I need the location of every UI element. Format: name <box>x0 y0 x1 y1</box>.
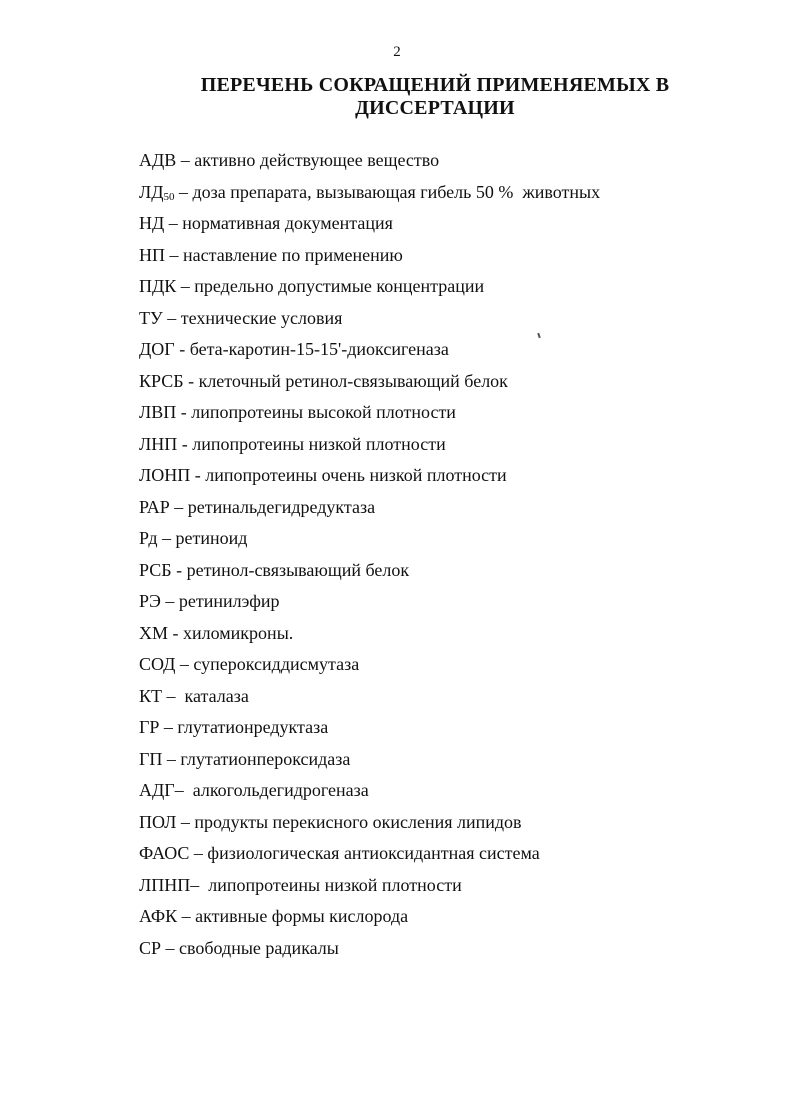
abbreviation-term <box>139 591 161 611</box>
abbreviation-separator: – <box>160 591 179 611</box>
list-item <box>139 840 749 872</box>
abbreviation-definition: супероксиддисмутаза <box>193 654 360 674</box>
abbreviation-term <box>139 938 161 958</box>
abbreviation-definition: глутатионредуктаза <box>177 717 329 737</box>
abbreviation-definition: хиломикроны. <box>183 622 294 643</box>
abbreviation-separator: – <box>162 685 185 706</box>
abbreviation-definition: ретиноид <box>175 528 248 548</box>
abbreviation-term <box>139 528 157 548</box>
abbreviation-term <box>139 812 176 832</box>
list-item <box>139 620 749 652</box>
abbreviation-definition: липопротеины низкой плотности <box>208 874 462 895</box>
abbreviation-term <box>139 276 176 296</box>
list-item <box>139 903 749 935</box>
abbreviation-separator: – <box>176 276 195 296</box>
abbreviation-subscript: 50 <box>163 190 175 203</box>
abbreviation-separator: - <box>171 559 187 580</box>
abbreviation-separator: – <box>190 874 209 895</box>
list-item <box>139 872 749 904</box>
abbreviation-definition: клеточный ретинол-связывающий белок <box>198 370 508 391</box>
abbreviation-separator: – <box>161 937 180 958</box>
abbreviation-term-text: ЛОНП <box>139 465 191 485</box>
abbreviation-term <box>139 749 162 769</box>
abbreviation-definition: ретинальдегидредуктаза <box>187 496 376 517</box>
abbreviation-separator: – <box>169 496 188 517</box>
abbreviation-separator: – <box>165 244 183 265</box>
abbreviation-separator: – <box>164 213 183 233</box>
list-item <box>139 179 749 211</box>
abbreviation-term-text: ЛНП <box>139 433 178 454</box>
abbreviation-separator: – <box>174 181 193 202</box>
list-item <box>139 242 749 274</box>
list-item <box>139 714 749 746</box>
list-item <box>139 336 749 368</box>
abbreviation-separator: - <box>183 370 199 391</box>
abbreviation-separator: - <box>177 433 193 454</box>
abbreviation-term-text: Рд <box>139 528 158 548</box>
abbreviation-term <box>139 213 164 233</box>
list-item <box>139 399 749 431</box>
abbreviation-term-text: ГП <box>139 748 163 769</box>
list-item <box>139 746 749 778</box>
abbreviation-term <box>139 686 162 706</box>
abbreviation-term <box>139 308 163 328</box>
abbreviation-separator: - <box>168 622 184 643</box>
abbreviation-definition: наставление по применению <box>183 244 403 265</box>
list-item <box>139 651 749 683</box>
abbreviation-term <box>139 465 190 485</box>
abbreviation-term-text: КРСБ <box>139 370 184 391</box>
abbreviation-term <box>139 497 170 517</box>
abbreviation-definition: алкогольдегидрогеназа <box>192 780 369 800</box>
abbreviation-definition: свободные радикалы <box>179 937 339 958</box>
abbreviation-term-text: ЛПНП <box>139 874 191 895</box>
abbreviation-term <box>139 339 175 359</box>
abbreviation-term-text: РСБ <box>139 559 172 580</box>
abbreviation-definition: ретинилэфир <box>178 591 280 611</box>
list-item <box>139 935 749 967</box>
abbreviation-separator: – <box>162 748 181 769</box>
abbreviation-separator: – <box>176 811 195 832</box>
abbreviation-definition: продукты перекисного окисления липидов <box>194 811 522 832</box>
abbreviation-term <box>139 434 177 454</box>
list-item <box>139 462 749 494</box>
page-title <box>150 74 720 120</box>
abbreviation-separator: – <box>174 780 193 800</box>
abbreviation-term <box>139 875 190 895</box>
abbreviation-definition: липопротеины высокой плотности <box>191 402 456 422</box>
abbreviation-term-text: ФАОС <box>139 843 190 863</box>
abbreviation-term <box>139 623 168 643</box>
abbreviation-term <box>139 402 176 422</box>
list-item <box>139 431 749 463</box>
list-item <box>139 588 749 620</box>
abbreviation-term <box>139 182 175 202</box>
abbreviation-term <box>139 717 159 737</box>
abbreviation-term <box>139 560 172 580</box>
abbreviation-term-text: СР <box>139 937 162 958</box>
abbreviation-separator: - <box>176 402 192 422</box>
abbreviation-definition: предельно допустимые концентрации <box>194 276 485 296</box>
abbreviation-term-text: ХМ <box>139 622 169 643</box>
list-item <box>139 494 749 526</box>
abbreviation-separator: - <box>190 465 206 485</box>
abbreviation-definition: глутатионпероксидаза <box>180 748 351 769</box>
abbreviation-definition: доза препарата, вызывающая гибель 50 % животных <box>192 181 601 202</box>
list-item <box>139 777 749 809</box>
abbreviation-separator: – <box>175 654 194 674</box>
page-number: 2 <box>393 44 401 60</box>
abbreviation-definition: липопротеины очень низкой плотности <box>205 465 507 485</box>
list-item <box>139 525 749 557</box>
title-line-2: ДИССЕРТАЦИИ <box>355 97 515 119</box>
list-item <box>139 683 749 715</box>
abbreviation-separator: – <box>157 528 176 548</box>
abbreviation-term <box>139 906 177 926</box>
list-item <box>139 305 749 337</box>
abbreviation-term-text: ДОГ <box>139 339 175 359</box>
abbreviation-term-text: СОД <box>139 654 176 674</box>
list-item <box>139 557 749 589</box>
abbreviation-definition: технические условия <box>180 307 343 328</box>
abbreviation-term-text: НД <box>139 213 165 233</box>
abbreviation-term-text: РЭ <box>139 591 161 611</box>
abbreviation-term-text: ГР <box>139 717 160 737</box>
list-item <box>139 210 749 242</box>
list-item <box>139 809 749 841</box>
abbreviation-term <box>139 654 175 674</box>
abbreviation-term <box>139 150 176 170</box>
list-item <box>139 368 749 400</box>
abbreviation-separator: - <box>174 339 190 359</box>
abbreviation-list <box>139 147 749 966</box>
abbreviation-separator: – <box>189 843 208 863</box>
abbreviation-term <box>139 245 165 265</box>
abbreviation-definition: физиологическая антиоксидантная система <box>207 843 540 863</box>
abbreviation-term-text: ЛВП <box>139 402 177 422</box>
abbreviation-term-text: ПОЛ <box>139 811 177 832</box>
abbreviation-separator: – <box>162 307 181 328</box>
abbreviation-term <box>139 843 189 863</box>
abbreviation-term-text: РАР <box>139 496 170 517</box>
abbreviation-term-text: НП <box>139 244 165 265</box>
abbreviation-definition: липопротеины низкой плотности <box>192 433 446 454</box>
abbreviation-definition: бета-каротин-15-15'-диоксигеназа <box>189 339 449 359</box>
abbreviation-term-text: АДВ <box>139 150 177 170</box>
abbreviation-definition: активные формы кислорода <box>195 906 409 926</box>
title-line-1: ПЕРЕЧЕНЬ СОКРАЩЕНИЙ ПРИМЕНЯЕМЫХ В <box>200 74 670 96</box>
abbreviation-definition: активно действующее вещество <box>194 150 440 170</box>
abbreviation-term-text: ПДК <box>139 276 177 296</box>
abbreviation-term-text: ЛД <box>139 181 164 202</box>
abbreviation-term <box>139 371 184 391</box>
abbreviation-term-text: ТУ <box>139 307 163 328</box>
list-item <box>139 147 749 179</box>
abbreviation-term-text: КТ <box>139 685 163 706</box>
abbreviation-definition: нормативная документация <box>182 213 393 233</box>
abbreviation-term-text: АФК <box>139 906 178 926</box>
abbreviation-separator: – <box>177 906 196 926</box>
abbreviation-separator: – <box>176 150 195 170</box>
list-item <box>139 273 749 305</box>
abbreviation-definition: каталаза <box>184 685 249 706</box>
abbreviation-term <box>139 780 175 800</box>
abbreviation-term-text: АДГ <box>139 780 175 800</box>
abbreviation-separator: – <box>159 717 178 737</box>
abbreviation-definition: ретинол-связывающий белок <box>186 559 410 580</box>
